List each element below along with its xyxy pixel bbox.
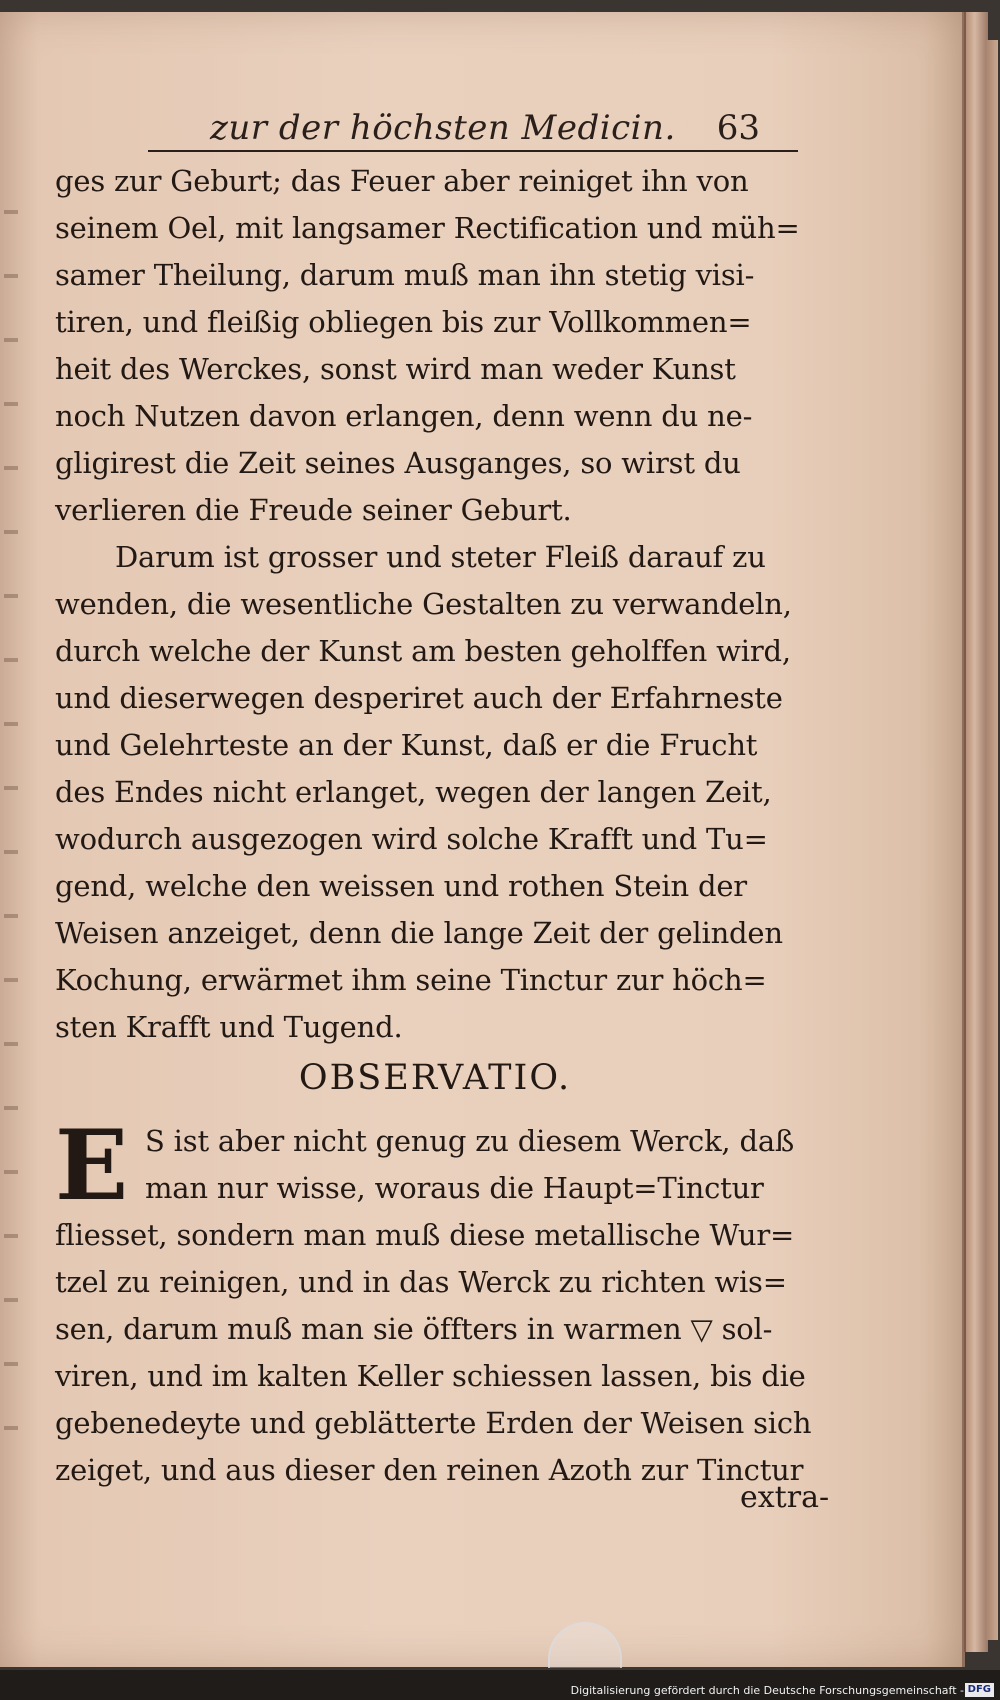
text-line: samer Theilung, darum muß man ihn stetig visi- [55, 258, 755, 292]
running-head [200, 108, 760, 152]
text-line: gebenedeyte und geblätterte Erden der Weisen sich [55, 1406, 812, 1440]
text-line: und dieserwegen desperiret auch der Erfahrneste [55, 681, 783, 715]
dfg-logo: DFG [965, 1683, 994, 1697]
text-line: Weisen anzeiget, denn die lange Zeit der gelinden [55, 916, 783, 950]
text-line: viren, und im kalten Keller schiessen lassen, bis die [55, 1359, 806, 1393]
footer-credit: Digitalisierung gefördert durch die Deutsche Forschungsgemeinschaft - [570, 1684, 964, 1697]
text-line: gend, welche den weissen und rothen Stein der [55, 869, 747, 903]
header-rule [148, 150, 798, 152]
running-title: zur der höchsten Medicin. [210, 108, 676, 148]
body-text [55, 158, 815, 1051]
text-line: sten Krafft und Tugend. [55, 1010, 403, 1044]
text-line: tiren, und fleißig obliegen bis zur Vollkommen= [55, 305, 752, 339]
text-line: sen, darum muß man sie öffters in warmen ▽ sol- [55, 1312, 773, 1346]
text-line: seinem Oel, mit langsamer Rectification und müh= [55, 211, 800, 245]
page-number: 63 [716, 108, 760, 148]
text-line: wenden, die wesentliche Gestalten zu verwandeln, [55, 587, 792, 621]
dropcap-lines [145, 1118, 845, 1212]
text-line: heit des Werckes, sonst wird man weder Kunst [55, 352, 736, 386]
observatio-body [55, 1212, 845, 1494]
text-line: S ist aber nicht genug zu diesem Werck, daß [145, 1124, 795, 1158]
text-line: durch welche der Kunst am besten geholffen wird, [55, 634, 791, 668]
text-line: fliesset, sondern man muß diese metallische Wur= [55, 1218, 795, 1252]
text-line: gligirest die Zeit seines Ausganges, so wirst du [55, 446, 741, 480]
page-edge-under [986, 40, 998, 1640]
text-line: zeiget, und aus dieser den reinen Azoth zur Tinctur [55, 1453, 804, 1487]
text-line: Darum ist grosser und steter Fleiß darauf zu [115, 540, 766, 574]
text-line: tzel zu reinigen, und in das Werck zu richten wis= [55, 1265, 787, 1299]
gutter-marks [4, 150, 18, 1450]
section-heading: OBSERVATIO. [298, 1058, 572, 1098]
text-line: und Gelehrteste an der Kunst, daß er die Frucht [55, 728, 758, 762]
text-line: noch Nutzen davon erlangen, denn wenn du ne- [55, 399, 753, 433]
text-line: wodurch ausgezogen wird solche Krafft und Tu= [55, 822, 768, 856]
text-line: ges zur Geburt; das Feuer aber reiniget ihn von [55, 164, 749, 198]
page-edge [964, 12, 988, 1652]
text-line: man nur wisse, woraus die Haupt=Tinctur [145, 1171, 764, 1205]
catchword: extra- [740, 1480, 830, 1515]
text-line: verlieren die Freude seiner Geburt. [55, 493, 572, 527]
drop-cap: E [55, 1109, 128, 1222]
text-line: des Endes nicht erlanget, wegen der langen Zeit, [55, 775, 772, 809]
text-line: Kochung, erwärmet ihm seine Tinctur zur höch= [55, 963, 767, 997]
